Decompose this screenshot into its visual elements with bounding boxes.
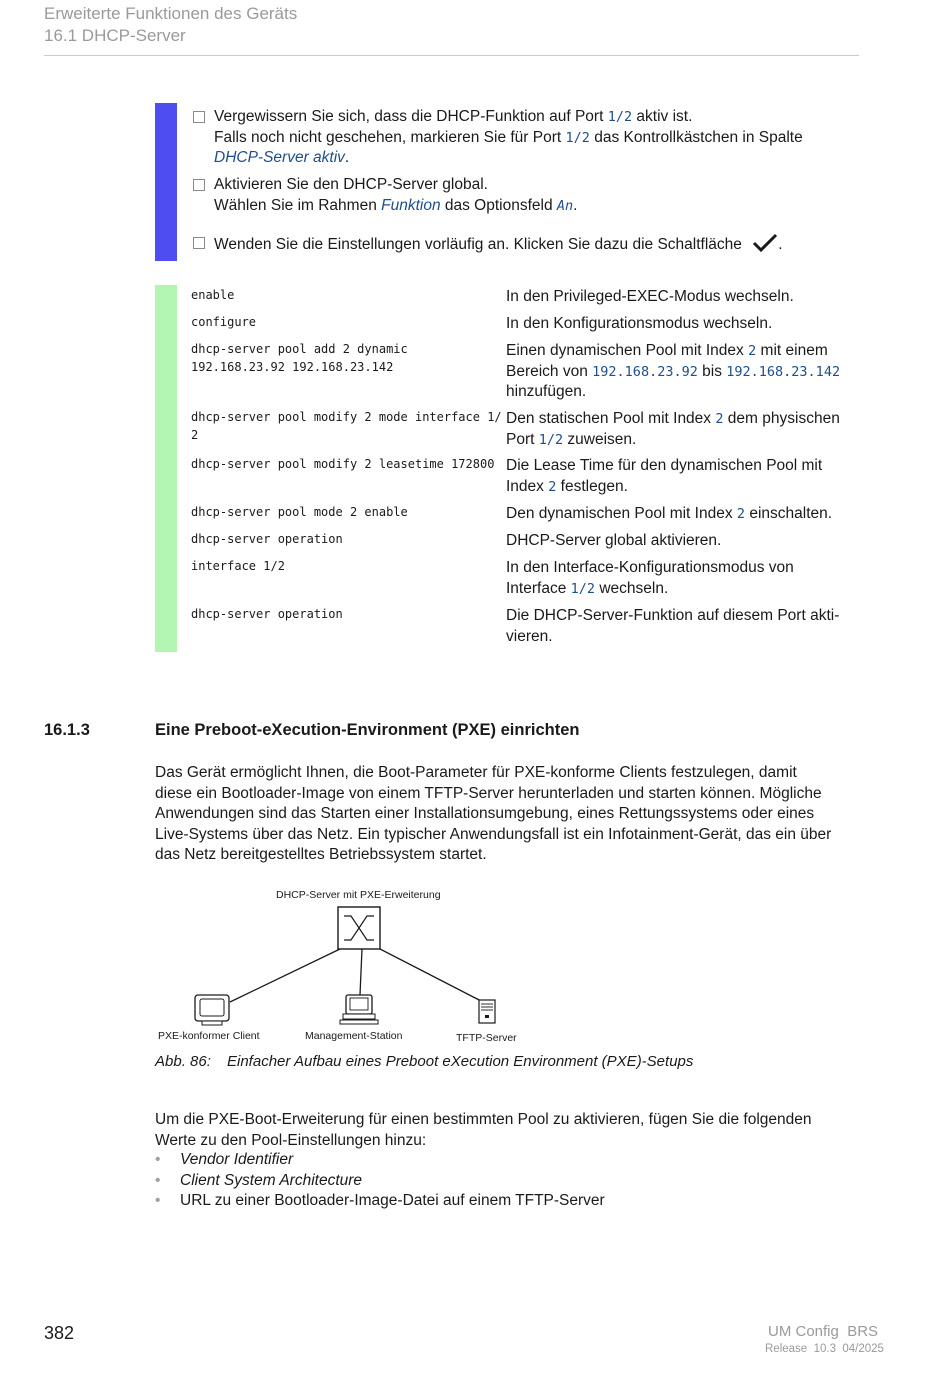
step-text: . bbox=[344, 149, 350, 166]
cli-command: dhcp-server pool add 2 dynamic 192.168.23.92 192.168.23.142 bbox=[191, 342, 408, 374]
tftp-label: TFTP-Server bbox=[456, 1032, 517, 1044]
step-text: Vergewissern Sie sich, dass die DHCP-Funktion auf Port bbox=[214, 108, 608, 125]
client-monitor-icon bbox=[195, 995, 229, 1025]
section-paragraph bbox=[155, 763, 890, 866]
document-name: UM Config BRS bbox=[768, 1323, 879, 1340]
release-info: Release 10.3 04/2025 bbox=[765, 1343, 884, 1355]
step-text: . bbox=[778, 236, 783, 253]
desc-text: In den Interface-Konfigurationsmodus von bbox=[506, 559, 794, 576]
port-value: 1/2 bbox=[607, 109, 633, 125]
desc-text: festlegen. bbox=[556, 477, 628, 495]
ip-value: 192.168.23.92 bbox=[592, 363, 698, 380]
cli-command: dhcp-server pool modify 2 leasetime 172800 bbox=[191, 457, 495, 471]
index-value: 2 bbox=[548, 478, 557, 495]
connection-line bbox=[380, 949, 483, 1002]
step-text: Wenden Sie die Einstellungen vorläufig an. Klicken Sie dazu die Schaltfläche bbox=[214, 236, 742, 253]
desc-text: zuweisen. bbox=[563, 430, 637, 448]
management-label: Management-Station bbox=[305, 1030, 403, 1042]
frame-name: Funktion bbox=[381, 196, 441, 214]
server-tower-icon bbox=[479, 1000, 495, 1023]
section-title: Eine Preboot-eXecution-Environment (PXE) einrichten bbox=[155, 721, 580, 739]
cli-description bbox=[506, 341, 886, 403]
desc-text: Den dynamischen Pool mit Index bbox=[506, 505, 737, 522]
port-value: 1/2 bbox=[538, 431, 564, 448]
paragraph-line: Live-Systems über das Netz. Ein typischer Anwendungsfall ist ein Infotainment-Gerät, das ein über bbox=[155, 825, 832, 843]
running-header-section: 16.1 DHCP-Server bbox=[44, 26, 186, 45]
list-item bbox=[155, 1171, 605, 1192]
step-text: . bbox=[573, 196, 578, 214]
list-item-text: Vendor Identifier bbox=[180, 1151, 294, 1168]
desc-text: bis bbox=[697, 362, 727, 380]
cli-description bbox=[506, 606, 886, 647]
desc-text: Die Lease Time für den dynamischen Pool mit bbox=[506, 457, 823, 474]
cli-command: dhcp-server operation bbox=[191, 532, 343, 546]
cli-description bbox=[506, 558, 886, 599]
cli-command: enable bbox=[191, 288, 235, 302]
cli-command: configure bbox=[191, 315, 257, 329]
desc-text: Port bbox=[506, 430, 539, 448]
desc-text: Den statischen Pool mit Index bbox=[506, 410, 716, 427]
bullet-icon: • bbox=[155, 1171, 161, 1189]
step-text: Aktivieren Sie den DHCP-Server global. bbox=[214, 176, 488, 193]
index-value: 2 bbox=[736, 506, 746, 522]
cli-command: dhcp-server pool mode 2 enable bbox=[191, 505, 408, 519]
cli-description bbox=[506, 504, 886, 525]
workstation-icon bbox=[340, 995, 378, 1024]
paragraph-line: Um die PXE-Boot-Erweiterung für einen bestimmten Pool zu aktivieren, fügen Sie die folgenden bbox=[155, 1111, 812, 1128]
switch-icon bbox=[338, 907, 380, 949]
client-label: PXE-konformer Client bbox=[158, 1030, 260, 1042]
paragraph-line: Das Gerät ermöglicht Ihnen, die Boot-Parameter für PXE-konforme Clients festzulegen, damit bbox=[155, 764, 797, 781]
cli-command: dhcp-server pool modify 2 mode interface 1/ 2 bbox=[191, 410, 502, 442]
caption-label: Abb. 86: bbox=[155, 1053, 211, 1070]
option-name: An bbox=[556, 197, 574, 214]
connection-line bbox=[360, 949, 362, 995]
index-value: 2 bbox=[715, 411, 724, 427]
header-divider bbox=[44, 55, 859, 56]
section-number: 16.1.3 bbox=[44, 721, 90, 739]
pxe-network-diagram bbox=[150, 880, 550, 1050]
list-item bbox=[155, 1191, 605, 1212]
column-name: DHCP-Server aktiv bbox=[214, 149, 345, 166]
desc-text: wechseln. bbox=[595, 579, 669, 597]
cli-description: In den Privileged-EXEC-Modus wechseln. bbox=[506, 288, 794, 305]
list-item-text: URL zu einer Bootloader-Image-Datei auf einem TFTP-Server bbox=[180, 1192, 605, 1209]
figure-caption bbox=[155, 1053, 693, 1070]
diagram-graphics bbox=[150, 880, 550, 1050]
desc-text: hinzufügen. bbox=[506, 383, 587, 400]
list-item-text: Client System Architecture bbox=[180, 1171, 363, 1189]
desc-text: Interface bbox=[506, 579, 571, 597]
step-text: aktiv ist. bbox=[632, 108, 693, 125]
step-text: Falls noch nicht geschehen, markieren Sie für Port bbox=[214, 128, 566, 146]
bullet-icon: • bbox=[155, 1192, 161, 1209]
desc-text: mit einem bbox=[756, 342, 828, 359]
checkbox-icon bbox=[193, 179, 205, 191]
desc-text: Einen dynamischen Pool mit Index bbox=[506, 342, 749, 359]
caption-text: Einfacher Aufbau eines Preboot eXecution Environment (PXE)-Setups bbox=[227, 1053, 694, 1070]
instruction-marker-bar bbox=[155, 103, 177, 261]
desc-text: dem physischen bbox=[723, 410, 840, 427]
cli-description: In den Konfigurationsmodus wechseln. bbox=[506, 315, 773, 332]
index-value: 2 bbox=[748, 343, 757, 359]
running-header-chapter: Erweiterte Funktionen des Geräts bbox=[44, 4, 298, 23]
cli-marker-bar bbox=[155, 285, 177, 652]
cli-command: dhcp-server operation bbox=[191, 607, 343, 621]
ip-value: 192.168.23.142 bbox=[726, 363, 841, 380]
step-text: das Optionsfeld bbox=[440, 196, 557, 214]
cli-command: interface 1/2 bbox=[191, 559, 285, 573]
checkbox-icon bbox=[193, 111, 205, 123]
pxe-intro-paragraph bbox=[155, 1110, 890, 1151]
desc-text: vieren. bbox=[506, 627, 553, 645]
interface-value: 1/2 bbox=[570, 580, 596, 597]
page-number: 382 bbox=[44, 1323, 75, 1343]
bullet-icon: • bbox=[155, 1151, 161, 1168]
cli-description bbox=[506, 456, 886, 497]
step-text: Wählen Sie im Rahmen bbox=[214, 196, 382, 214]
paragraph-line: das Netz bereitgestelltes Betriebssystem startet. bbox=[155, 846, 487, 863]
step-text: das Kontrollkästchen in Spalte bbox=[589, 128, 803, 146]
cli-description bbox=[506, 409, 886, 450]
cli-description: DHCP-Server global aktivieren. bbox=[506, 532, 722, 549]
server-label: DHCP-Server mit PXE-Erweiterung bbox=[276, 889, 441, 901]
checkmark-icon bbox=[752, 233, 778, 253]
desc-text: Bereich von bbox=[506, 362, 593, 380]
checkbox-icon bbox=[193, 237, 205, 249]
port-value: 1/2 bbox=[565, 129, 590, 146]
list-item bbox=[155, 1150, 605, 1171]
connection-line bbox=[230, 949, 340, 1002]
paragraph-line: Anwendungen sind das Starten einer Installationsumgebung, eines Rettungssystems oder eines bbox=[155, 805, 815, 822]
desc-text: Index bbox=[506, 477, 549, 495]
desc-text: Die DHCP-Server-Funktion auf diesem Port akti- bbox=[506, 607, 840, 624]
desc-text: einschalten. bbox=[745, 505, 833, 522]
pool-settings-list bbox=[155, 1150, 605, 1212]
paragraph-line: Werte zu den Pool-Einstellungen hinzu: bbox=[155, 1131, 427, 1149]
paragraph-line: diese ein Bootloader-Image von einem TFTP-Server herunterladen und starten können. Mögliche bbox=[155, 784, 822, 802]
